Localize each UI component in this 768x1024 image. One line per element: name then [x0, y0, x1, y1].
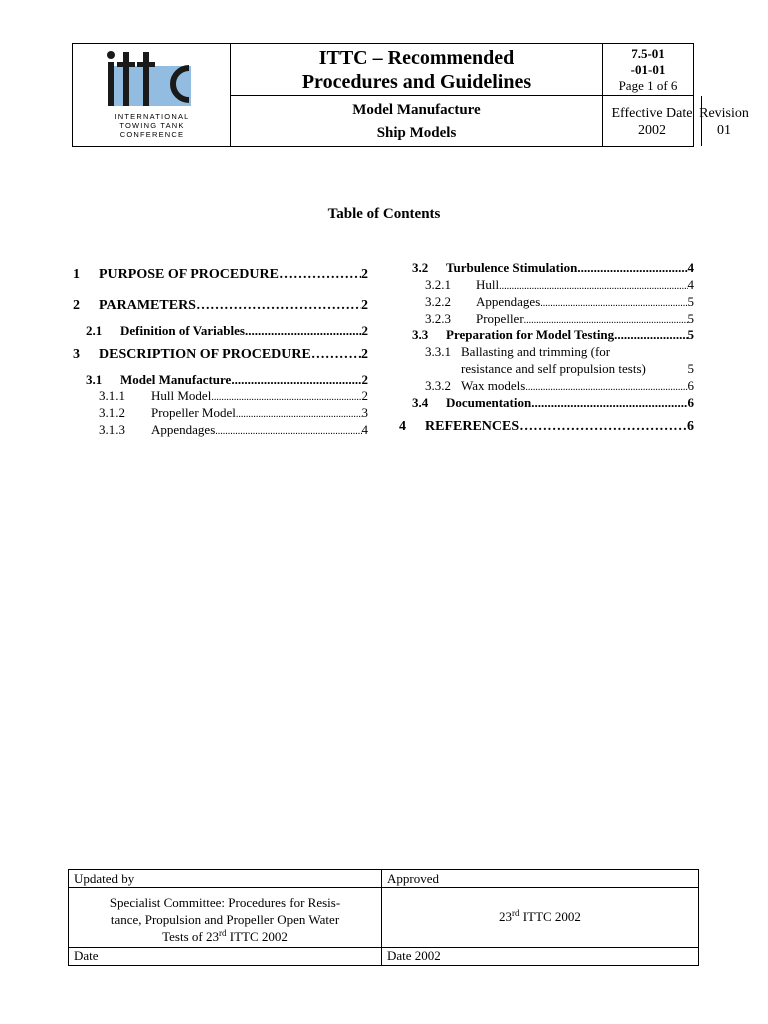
toc-label: Documentation	[446, 395, 532, 410]
toc-entry[interactable]	[86, 372, 368, 388]
toc-page: 2	[361, 267, 368, 282]
toc-entry[interactable]	[99, 422, 368, 438]
toc-entry[interactable]	[425, 344, 694, 360]
document-header	[72, 43, 749, 147]
subject-line: Model Manufacture	[352, 102, 481, 118]
updated-by-text: ITTC 2002	[226, 929, 288, 944]
document-title	[231, 44, 603, 96]
toc-page: 5	[687, 327, 694, 342]
toc-number: 3.2	[412, 260, 429, 275]
toc-page: 4	[361, 422, 368, 437]
toc-leader	[540, 298, 687, 309]
toc-leader	[279, 267, 361, 283]
toc-entry[interactable]	[425, 378, 694, 394]
toc-number: 3.1.1	[99, 388, 125, 403]
toc-number: 3.3.2	[425, 378, 451, 393]
toc-leader	[311, 347, 361, 363]
toc-page: 2	[361, 298, 368, 313]
toc-leader	[245, 323, 362, 339]
toc-page: 5	[687, 361, 694, 376]
page-indicator: Page 1 of 6	[618, 78, 678, 93]
revision-label: Revision	[699, 106, 749, 121]
toc-leader	[531, 395, 687, 411]
approved-text: ITTC 2002	[519, 909, 581, 924]
toc-title: Table of Contents	[327, 206, 441, 222]
logo-caption-line: INTERNATIONAL	[114, 112, 190, 121]
logo-caption-line: TOWING TANK	[119, 121, 185, 130]
toc-entry[interactable]	[425, 277, 694, 293]
ordinal-suffix: rd	[218, 928, 227, 938]
toc-number: 3.1.3	[99, 422, 125, 437]
effective-date-label: Effective Date	[611, 106, 693, 121]
toc-number: 3.3	[412, 327, 429, 342]
toc-page: 2	[361, 388, 368, 403]
effective-date-value: 2002	[638, 123, 666, 138]
toc-leader	[236, 409, 362, 420]
toc-label: Propeller	[476, 311, 524, 326]
toc-number: 3	[73, 347, 80, 362]
toc-leader	[211, 392, 361, 403]
toc-page: 6	[687, 378, 694, 393]
toc-leader	[614, 327, 687, 343]
updated-by-text: Tests of 23	[162, 929, 219, 944]
updated-by-line: Specialist Committee: Procedures for Resis-	[109, 895, 341, 910]
toc-leader	[231, 372, 361, 388]
toc-label: Definition of Variables	[120, 323, 245, 338]
toc-page: 5	[687, 294, 694, 309]
title-line: ITTC – Recommended	[318, 47, 515, 69]
title-line: Procedures and Guidelines	[301, 71, 532, 93]
toc-leader	[525, 382, 687, 393]
toc-label: Wax models	[461, 378, 526, 393]
toc-label: Turbulence Stimulation	[446, 260, 578, 275]
toc-number: 3.4	[412, 395, 429, 410]
toc-label: Hull	[476, 277, 500, 292]
document-number	[603, 44, 693, 96]
toc-entry[interactable]	[99, 405, 368, 421]
approved-label: Approved	[382, 870, 698, 888]
toc-page: 2	[361, 323, 368, 338]
toc-label: PARAMETERS	[99, 298, 196, 313]
toc-entry[interactable]	[425, 311, 694, 327]
revision-value: 01	[717, 123, 731, 138]
toc-number: 2.1	[86, 323, 103, 338]
toc-number: 3.2.3	[425, 311, 451, 326]
toc-page: 4	[687, 260, 694, 275]
effective-date	[603, 96, 702, 146]
doc-number-line: 7.5-01	[631, 46, 665, 61]
toc-entry[interactable]	[412, 327, 694, 343]
toc-number: 3.1	[86, 372, 103, 387]
ordinal-suffix: rd	[512, 908, 520, 918]
approval-table	[68, 869, 699, 966]
toc-page: 6	[687, 395, 694, 410]
updated-by-line	[79, 928, 371, 945]
toc-label: Model Manufacture	[120, 372, 232, 387]
toc-entry[interactable]	[86, 323, 368, 339]
document-subject	[231, 96, 603, 146]
updated-by-line: tance, Propulsion and Propeller Open Water	[110, 912, 340, 927]
date-label: Date	[69, 948, 382, 965]
toc-label: Ballasting and trimming (for	[461, 344, 611, 359]
toc-label: Appendages	[151, 422, 216, 437]
toc-entry-continuation[interactable]	[461, 361, 694, 377]
toc-entry[interactable]	[73, 347, 368, 363]
toc-page: 5	[687, 311, 694, 326]
toc-label: Appendages	[476, 294, 541, 309]
toc-label: REFERENCES	[425, 419, 520, 434]
toc-entry[interactable]	[73, 267, 368, 283]
toc-entry[interactable]	[399, 419, 694, 435]
toc-leader	[519, 419, 687, 435]
toc-entry[interactable]	[73, 298, 368, 314]
toc-number: 4	[399, 419, 406, 434]
toc-leader	[215, 426, 361, 437]
toc-number: 3.2.1	[425, 277, 451, 292]
toc-page: 2	[361, 347, 368, 362]
toc-label: Preparation for Model Testing	[446, 327, 615, 342]
toc-entry[interactable]	[412, 260, 694, 276]
updated-by-value	[69, 888, 382, 948]
toc-entry[interactable]	[425, 294, 694, 310]
toc-entry[interactable]	[99, 388, 368, 404]
toc-leader	[499, 281, 687, 292]
toc-leader	[524, 315, 688, 326]
toc-leader	[577, 260, 687, 276]
subject-line: Ship Models	[376, 125, 457, 141]
updated-by-label: Updated by	[69, 870, 382, 888]
toc-label: DESCRIPTION OF PROCEDURE	[99, 347, 311, 362]
toc-page: 2	[361, 372, 368, 387]
toc-label: resistance and self propulsion tests)	[461, 361, 646, 376]
ittc-logo-icon	[105, 50, 197, 112]
logo-caption	[73, 112, 231, 139]
toc-page: 4	[687, 277, 694, 292]
toc-number: 3.3.1	[425, 344, 451, 359]
toc-number: 3.1.2	[99, 405, 125, 420]
toc-entry[interactable]	[412, 395, 694, 411]
toc-label: Hull Model	[151, 388, 212, 403]
approved-text: 23	[499, 909, 513, 924]
logo-caption-line: CONFERENCE	[119, 130, 185, 139]
toc-page: 6	[687, 419, 694, 434]
toc-number: 1	[73, 267, 80, 282]
date-value: Date 2002	[387, 948, 441, 963]
toc-label: Propeller Model	[151, 405, 236, 420]
toc-leader	[196, 298, 361, 314]
ittc-logo	[73, 44, 231, 146]
toc-label: PURPOSE OF PROCEDURE	[99, 267, 279, 282]
toc-page: 3	[361, 405, 368, 420]
doc-number-line: -01-01	[630, 62, 666, 77]
toc-number: 2	[73, 298, 80, 313]
toc-number: 3.2.2	[425, 294, 451, 309]
approved-value	[382, 888, 698, 948]
revision	[693, 96, 755, 146]
